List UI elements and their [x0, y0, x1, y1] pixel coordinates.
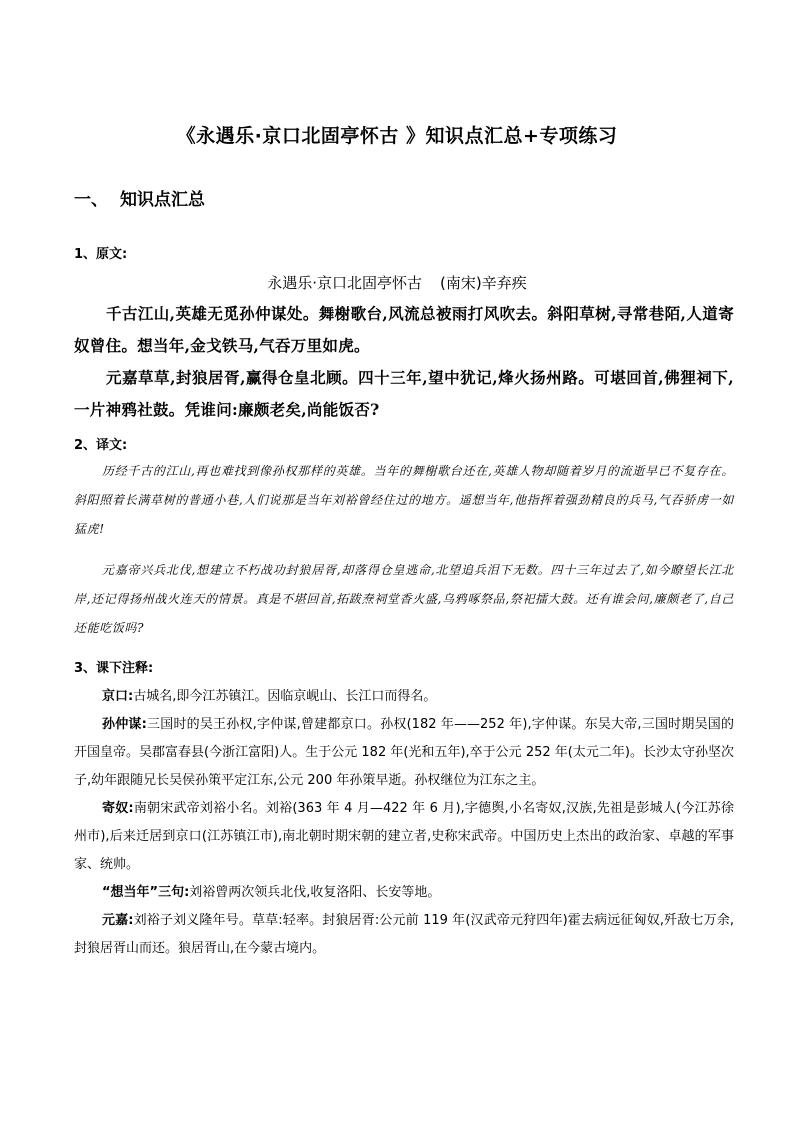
section-number: 一、 [74, 190, 108, 210]
heading-notes: 3、课下注释: [74, 661, 154, 676]
note-item [74, 683, 734, 711]
note-text: 刘裕曾两次领兵北伐,收复洛阳、长安等地。 [189, 885, 441, 900]
note-term: 寄奴: [102, 801, 134, 816]
poem-title-line [0, 272, 794, 293]
heading-original-text: 1、原文: [74, 247, 128, 262]
poem-author: (南宋)辛弃疾 [440, 274, 527, 292]
notes-body [74, 683, 734, 963]
document-title: 《永遇乐·京口北固亭怀古 》知识点汇总+专项练习 [176, 125, 618, 147]
note-item [74, 711, 734, 795]
poem-stanza-2: 元嘉草草,封狼居胥,赢得仓皇北顾。四十三年,望中犹记,烽火扬州路。可堪回首,佛狸祠下,一片神鸦社鼓。凭谁问:廉颇老矣,尚能饭否? [74, 368, 734, 419]
note-term: 京口: [102, 689, 134, 704]
heading-translation: 2、译文: [74, 438, 128, 453]
note-term: 元嘉: [102, 913, 134, 928]
poem-title: 永遇乐·京口北固亭怀古 [267, 274, 423, 292]
translation-body [74, 457, 734, 544]
poem-body [74, 298, 734, 426]
note-text: 三国时的吴王孙权,字仲谋,曾建都京口。孙权(182 年——252 年),字仲谋。东吴大帝,三国时期吴国的开国皇帝。吴郡富春县(今浙江富阳)人。生于公元 182 年(光和五年),卒于公元 252 年(太元二年)。长沙太守孙坚次子,幼年跟随兄长吴侯孙策平定江东,公元 200 年孙策早逝。孙权继位为江东之主。 [74, 717, 734, 788]
translation-para-2: 元嘉帝兴兵北伐,想建立不朽战功封狼居胥,却落得仓皇逃命,北望追兵泪下无数。四十三年过去了,如今瞭望长江北岸,还记得扬州战火连天的情景。真是不堪回首,拓跋焘祠堂香火盛,乌鸦啄祭品,祭祀擂大鼓。还有谁会问,廉颇老了,自己还能吃饭吗? [74, 563, 734, 635]
note-item [74, 907, 734, 963]
section-heading-knowledge [74, 185, 205, 210]
note-term: 孙仲谋: [102, 717, 147, 732]
note-text: 刘裕子刘义隆年号。草草:轻率。封狼居胥:公元前 119 年(汉武帝元狩四年)霍去病远征匈奴,歼敌七万余,封狼居胥山而还。狼居胥山,在今蒙古境内。 [74, 913, 734, 956]
note-item [74, 795, 734, 879]
note-item [74, 879, 734, 907]
note-term: “想当年”三句: [102, 885, 190, 900]
note-text: 古城名,即今江苏镇江。因临京岘山、长江口而得名。 [133, 689, 437, 704]
note-text: 南朝宋武帝刘裕小名。刘裕(363 年 4 月—422 年 6 月),字德舆,小名寄奴,汉族,先祖是彭城人(今江苏徐州市),后来迁居到京口(江苏镇江市),南北朝时期宋朝的建立者,史称宋武帝。中国历史上杰出的政治家、卓越的军事家、统帅。 [74, 801, 734, 872]
poem-stanza-1: 千古江山,英雄无觅孙仲谋处。舞榭歌台,风流总被雨打风吹去。斜阳草树,寻常巷陌,人道寄奴曾住。想当年,金戈铁马,气吞万里如虎。 [74, 304, 734, 355]
section-label: 知识点汇总 [120, 190, 205, 210]
translation-body-2 [74, 556, 734, 643]
translation-para-1: 历经千古的江山,再也难找到像孙权那样的英雄。当年的舞榭歌台还在,英雄人物却随着岁月的流逝早已不复存在。斜阳照着长满草树的普通小巷,人们说那是当年刘裕曾经住过的地方。遥想当年,他指挥着强劲精良的兵马,气吞骄虏一如猛虎! [74, 464, 734, 536]
